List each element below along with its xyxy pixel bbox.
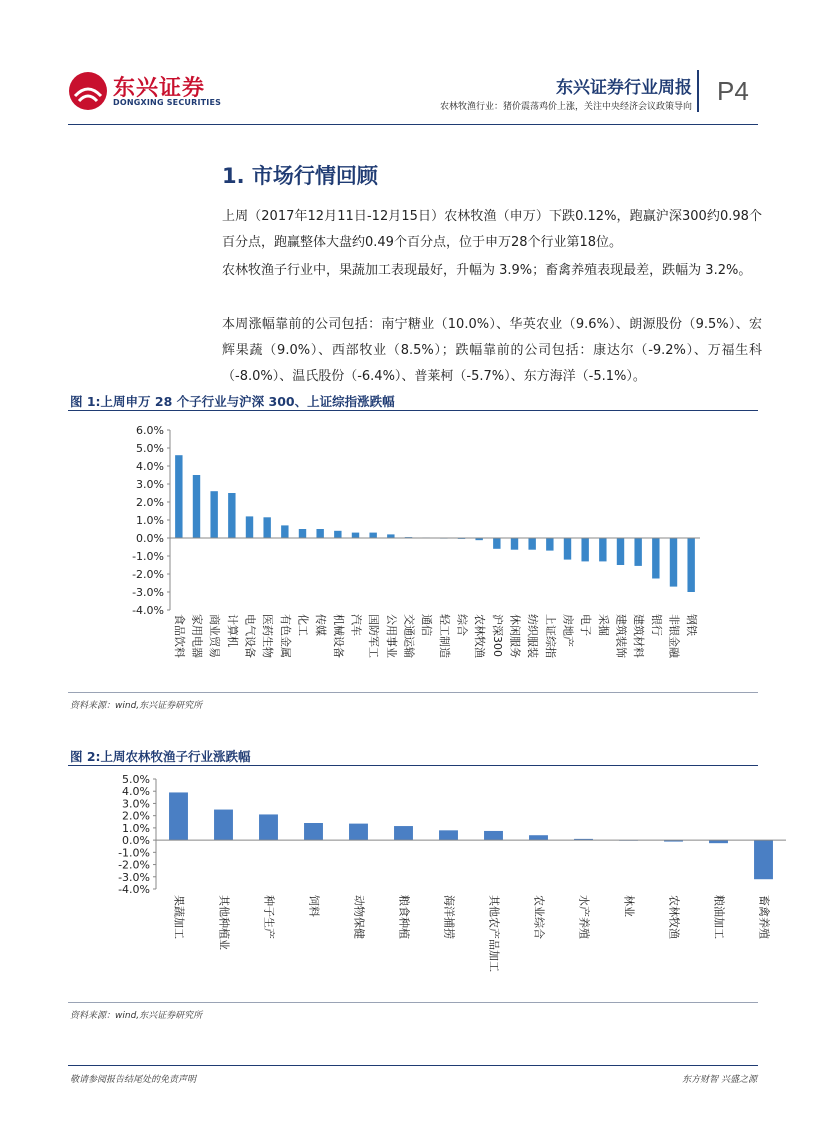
chart1-bar [334, 531, 341, 538]
chart1-y-tick-label: -4.0% [132, 604, 164, 617]
chart2-category-label: 粮油加工 [712, 895, 726, 939]
chart1-bar [299, 529, 306, 538]
chart2-category-label: 水产养殖 [577, 895, 591, 939]
chart1-category-label: 化工 [296, 614, 310, 636]
chart1-category-label: 农林牧渔 [473, 614, 487, 658]
chart2-y-tick-label: 4.0% [122, 785, 150, 799]
chart2-y-tick-label: 3.0% [122, 797, 150, 811]
chart2-bar [349, 824, 368, 841]
footer-disclaimer: 敬请参阅报告结尾处的免责声明 [70, 1075, 197, 1085]
chart1-category-label: 医药生物 [261, 614, 275, 658]
chart1-bar [528, 538, 535, 550]
chart1-bar [387, 534, 394, 538]
logo-emblem-icon [69, 72, 107, 110]
chart1-bar [617, 538, 624, 565]
chart2-bar [304, 823, 323, 840]
chart2-category-label: 农林牧渔 [667, 895, 681, 939]
chart1-category-label: 电子 [579, 614, 593, 636]
chart2-category-label: 饲料 [307, 895, 321, 917]
chart1-y-tick-label: 3.0% [136, 478, 164, 491]
logo-emblem [69, 72, 107, 110]
chart1-category-label: 轻工制造 [437, 614, 451, 658]
chart1-bar [511, 538, 518, 550]
chart2-category-label: 动物保健 [352, 895, 366, 939]
chart1-bar [210, 491, 217, 538]
chart2-bar [214, 810, 233, 841]
chart2-y-tick-label: 0.0% [122, 834, 150, 848]
figure1-bottom-rule [68, 692, 758, 693]
chart1-y-tick-label: -1.0% [132, 550, 164, 563]
chart1-category-label: 国防军工 [367, 614, 381, 658]
chart2-y-tick-label: -2.0% [118, 858, 150, 872]
chart1-bar [634, 538, 641, 566]
paragraph-1: 上周（2017年12月11日-12月15日）农林牧渔（申万）下跌0.12%，跑赢沪深300约0.98个百分点，跑赢整体大盘约0.49个百分点，位于申万28个行业第18位。 [222, 209, 762, 250]
chart2-y-tick-label: 5.0% [122, 773, 150, 786]
chart1-category-label: 通信 [420, 614, 434, 636]
chart2-bar [394, 826, 413, 840]
page-number: P4 [717, 76, 749, 106]
header-rule [68, 124, 758, 125]
chart2-y-tick-label: 2.0% [122, 809, 150, 823]
chart1-y-tick-label: 1.0% [136, 514, 164, 527]
logo-text-en: DONGXING SECURITIES [113, 98, 222, 107]
chart2-category-label: 果蔬加工 [172, 895, 186, 939]
figure2-source: 资料来源：wind,东兴证券研究所 [70, 1011, 203, 1021]
chart1-category-label: 房地产 [561, 614, 575, 647]
footer-rule [68, 1065, 758, 1066]
figure2-top-rule [68, 765, 758, 766]
chart2-y-tick-label: -1.0% [118, 846, 150, 860]
chart1-category-label: 纺织服装 [526, 614, 540, 658]
figure1-source: 资料来源：wind,东兴证券研究所 [70, 701, 203, 711]
chart2-category-label: 种子生产 [262, 895, 276, 939]
chart1-category-label: 计算机 [225, 614, 239, 647]
chart2-bar [529, 835, 548, 840]
report-title: 东兴证券行业周报 [556, 78, 692, 98]
figure1-top-rule [68, 410, 758, 411]
chart2-category-label: 畜禽养殖 [757, 895, 771, 939]
chart1-category-label: 交通运输 [402, 614, 416, 658]
chart2-bar [754, 840, 773, 879]
chart1-y-tick-label: 4.0% [136, 460, 164, 473]
chart1-category-label: 商业贸易 [208, 614, 222, 658]
section-title: 1. 市场行情回顾 [222, 164, 378, 188]
chart1-category-label: 采掘 [596, 614, 610, 636]
chart2-y-tick-label: 1.0% [122, 821, 150, 835]
chart1-category-label: 沪深300 [490, 614, 504, 657]
chart1-bar [599, 538, 606, 561]
chart2-category-label: 海洋捕捞 [442, 895, 456, 939]
chart1-bar [652, 538, 659, 579]
chart1-category-label: 建筑材料 [632, 614, 646, 658]
chart2-bar [439, 830, 458, 840]
chart1-category-label: 有色金属 [278, 614, 292, 658]
logo-text-cn: 东兴证券 [113, 76, 206, 101]
chart1-category-label: 食品饮料 [172, 614, 186, 658]
figure1-title: 图 1:上周申万 28 个子行业与沪深 300、上证综指涨跌幅 [70, 394, 395, 409]
chart1-bar [546, 538, 553, 551]
chart1-bar [246, 516, 253, 538]
figure2-bottom-rule [68, 1002, 758, 1003]
chart1-category-label: 建筑装饰 [614, 614, 628, 658]
chart2-category-label: 林业 [622, 895, 636, 917]
chart1-bar [687, 538, 694, 592]
chart1-category-label: 综合 [455, 614, 469, 636]
chart1-category-label: 机械设备 [331, 614, 345, 658]
footer-slogan: 东方财智 兴盛之源 [682, 1075, 757, 1085]
chart1-bar [263, 517, 270, 538]
chart1-category-label: 上证综指 [543, 614, 557, 658]
paragraph-2: 农林牧渔子行业中，果蔬加工表现最好，升幅为 3.9%；畜禽养殖表现最差，跌幅为 3.2%。 [222, 263, 752, 278]
figure1-chart [68, 412, 758, 692]
header-divider [697, 70, 699, 112]
chart1-category-label: 银行 [649, 614, 663, 636]
chart2-category-label: 其他种植业 [217, 895, 231, 950]
chart2-category-label: 农业综合 [532, 895, 546, 939]
chart1-category-label: 传媒 [314, 614, 328, 636]
chart1-bar [228, 493, 235, 538]
figure2-chart [68, 767, 771, 1002]
chart1-y-tick-label: -2.0% [132, 568, 164, 581]
chart2-y-tick-label: -4.0% [118, 883, 150, 896]
chart1-category-label: 休闲服务 [508, 614, 522, 658]
report-subtitle: 农林牧渔行业：猪价震荡鸡价上涨，关注中央经济会议政策导向 [439, 102, 692, 112]
paragraph-3: 本周涨幅靠前的公司包括：南宁糖业（10.0%）、华英农业（9.6%）、朗源股份（9.5%）、宏辉果蔬（9.0%）、西部牧业（8.5%）；跌幅靠前的公司包括：康达尔（-9.2%）、万福生科（-8.0%）、温氏股份（-6.4%）、普莱柯（-5.7%）、东方海洋（-5.1%）。 [222, 317, 762, 384]
chart1-category-label: 公用事业 [384, 614, 398, 658]
chart2-bar [169, 792, 188, 840]
chart1-bar [352, 533, 359, 538]
chart2-bar [484, 831, 503, 840]
chart1-bar [564, 538, 571, 560]
chart1-bar [316, 529, 323, 538]
chart2-y-tick-label: -3.0% [118, 870, 150, 884]
chart1-y-tick-label: -3.0% [132, 586, 164, 599]
chart1-bar [193, 475, 200, 538]
chart1-y-tick-label: 5.0% [136, 442, 164, 455]
chart2-category-label: 其他农产品加工 [487, 895, 501, 972]
chart1-category-label: 家用电器 [190, 614, 204, 658]
chart1-bar [281, 525, 288, 538]
chart1-category-label: 钢铁 [685, 614, 699, 636]
chart1-bar [493, 538, 500, 549]
chart1-category-label: 非银金融 [667, 614, 681, 658]
chart1-bar [670, 538, 677, 587]
chart1-bar [369, 533, 376, 538]
figure2-title: 图 2:上周农林牧渔子行业涨跌幅 [70, 749, 251, 764]
chart1-bar [175, 455, 182, 538]
chart1-category-label: 汽车 [349, 614, 363, 636]
chart1-y-tick-label: 2.0% [136, 496, 164, 509]
chart1-y-tick-label: 0.0% [136, 532, 164, 545]
chart2-bar [259, 814, 278, 840]
chart2-category-label: 粮食种植 [397, 895, 411, 939]
chart1-y-tick-label: 6.0% [136, 424, 164, 437]
chart1-category-label: 电气设备 [243, 614, 257, 658]
chart1-bar [581, 538, 588, 561]
